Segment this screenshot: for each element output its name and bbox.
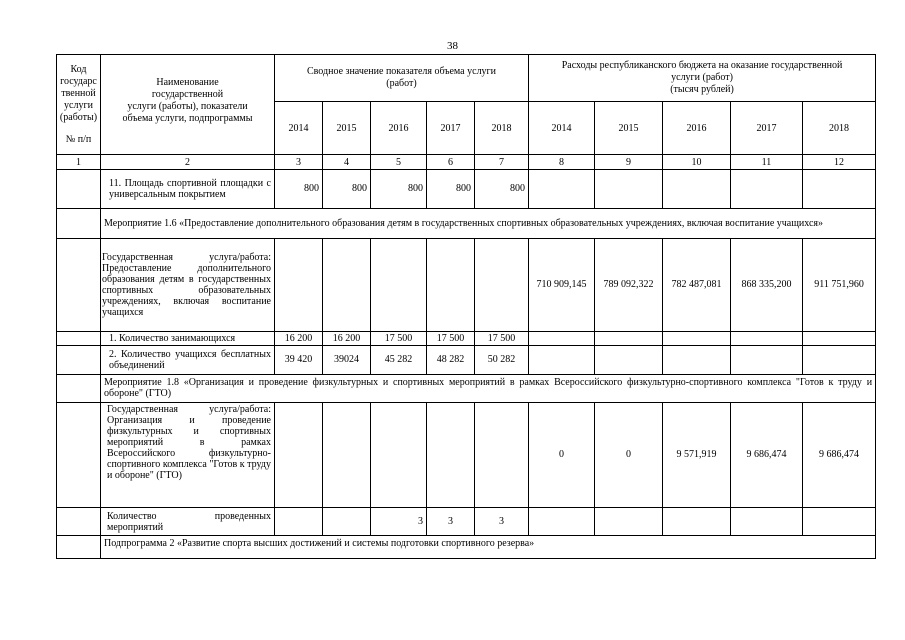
volume-cell: 17 500 (427, 331, 475, 345)
code-header-line: (работы) (59, 111, 98, 123)
year-cell: 2017 (427, 102, 475, 155)
budget-cell (529, 331, 595, 345)
budget-cell: 0 (529, 403, 595, 507)
budget-cell (803, 507, 876, 536)
column-number: 2 (101, 155, 275, 169)
volume-cell (323, 507, 371, 536)
budget-cell (529, 169, 595, 208)
budget-table (56, 54, 876, 559)
code-cell (57, 208, 101, 239)
table-row (57, 536, 876, 559)
budget-cell: 0 (595, 403, 663, 507)
year-cell: 2014 (275, 102, 323, 155)
name-header-line: государственной (151, 89, 224, 100)
volume-cell (275, 507, 323, 536)
table-row (57, 208, 876, 239)
name-header-line: Наименование (156, 77, 219, 88)
budget-cell (529, 345, 595, 374)
column-number: 6 (427, 155, 475, 169)
budget-cell (595, 345, 663, 374)
measure-title: Мероприятие 1.6 «Предоставление дополнительного образования детям в государственных спортивных образовательных учреждениях, включая воспитание учащихся» (101, 208, 876, 239)
volume-cell: 17 500 (371, 331, 427, 345)
volume-cell: 16 200 (323, 331, 371, 345)
volume-cell (323, 239, 371, 331)
column-number: 8 (529, 155, 595, 169)
code-cell (57, 374, 101, 403)
budget-header-line: (тысяч рублей) (670, 84, 734, 96)
volume-cell (371, 403, 427, 507)
volume-cell: 800 (475, 169, 529, 208)
budget-cell: 9 686,474 (731, 403, 803, 507)
year-cell: 2015 (595, 102, 663, 155)
table-row (57, 169, 876, 208)
volume-cell: 3 (427, 507, 475, 536)
column-number: 9 (595, 155, 663, 169)
year-cell: 2014 (529, 102, 595, 155)
code-header-line: твенной (61, 87, 96, 99)
volume-cell: 800 (323, 169, 371, 208)
budget-cell: 782 487,081 (663, 239, 731, 331)
budget-cell (595, 331, 663, 345)
budget-cell (663, 331, 731, 345)
budget-cell: 789 092,322 (595, 239, 663, 331)
column-number: 3 (275, 155, 323, 169)
budget-cell (803, 331, 876, 345)
budget-header-line: услуги (работ) (671, 72, 733, 84)
volume-cell: 3 (371, 507, 427, 536)
volume-cell (475, 403, 529, 507)
budget-cell (803, 169, 876, 208)
column-number: 7 (475, 155, 529, 169)
budget-cell (663, 507, 731, 536)
column-number: 10 (663, 155, 731, 169)
year-cell: 2018 (475, 102, 529, 155)
volume-header: Сводное значение показателя объема услуги (работ) (275, 55, 529, 102)
budget-cell (731, 345, 803, 374)
budget-header-line: Расходы республиканского бюджета на оказание государственной (561, 60, 843, 72)
volume-cell (275, 403, 323, 507)
subprogram-title: Подпрограмма 2 «Развитие спорта высших достижений и системы подготовки спортивного резерва» (101, 536, 876, 559)
indicator-label: 11. Площадь спортивной площадки с универсальным покрытием (101, 169, 275, 208)
name-header-line: услуги (работы), показатели (127, 101, 248, 112)
volume-cell: 800 (275, 169, 323, 208)
table-row (57, 374, 876, 403)
column-number: 4 (323, 155, 371, 169)
year-cell: 2017 (731, 102, 803, 155)
header-row (57, 55, 876, 102)
volume-cell: 39024 (323, 345, 371, 374)
budget-cell (663, 169, 731, 208)
volume-cell (323, 403, 371, 507)
table-row (57, 403, 876, 507)
year-cell: 2018 (803, 102, 876, 155)
table-row (57, 331, 876, 345)
code-header-line: Код (70, 63, 87, 75)
code-cell (57, 345, 101, 374)
volume-cell: 39 420 (275, 345, 323, 374)
budget-cell (731, 507, 803, 536)
service-label: Государственная услуга/работа: Организация и проведение физкультурных и спортивных мероприятий в рамках Всероссийского физкультурно-спортивного комплекса "Готов к труду и обороне" (ГТО) (101, 403, 275, 507)
budget-cell (529, 507, 595, 536)
volume-cell: 800 (427, 169, 475, 208)
code-cell (57, 331, 101, 345)
volume-cell: 3 (475, 507, 529, 536)
volume-cell: 45 282 (371, 345, 427, 374)
year-cell: 2015 (323, 102, 371, 155)
budget-cell: 868 335,200 (731, 239, 803, 331)
volume-cell (427, 239, 475, 331)
table-row (57, 507, 876, 536)
indicator-label: 2. Количество учащихся бесплатных объединений (101, 345, 275, 374)
code-column-header (57, 55, 101, 155)
budget-cell (731, 169, 803, 208)
table-row (57, 345, 876, 374)
volume-cell (371, 239, 427, 331)
service-label: Государственная услуга/работа: Предоставление дополнительного образования детям в государственных спортивных образовательных учреждениях, включая воспитание учащихся (101, 239, 275, 331)
volume-cell: 16 200 (275, 331, 323, 345)
volume-cell: 50 282 (475, 345, 529, 374)
code-header-line: № п/п (65, 133, 92, 145)
budget-cell: 9 571,919 (663, 403, 731, 507)
name-column-header (101, 55, 275, 155)
page-number: 38 (447, 40, 458, 52)
code-cell (57, 239, 101, 331)
volume-cell (275, 239, 323, 331)
name-header-line: объема услуги, подпрограммы (122, 113, 253, 124)
budget-cell (663, 345, 731, 374)
code-cell (57, 403, 101, 507)
budget-cell: 911 751,960 (803, 239, 876, 331)
indicator-label: 1. Количество занимающихся (101, 331, 275, 345)
budget-cell: 710 909,145 (529, 239, 595, 331)
column-number: 11 (731, 155, 803, 169)
budget-header (529, 55, 876, 102)
year-cell: 2016 (371, 102, 427, 155)
table-row (57, 239, 876, 331)
budget-cell (731, 331, 803, 345)
volume-cell: 800 (371, 169, 427, 208)
column-number: 12 (803, 155, 876, 169)
measure-title: Мероприятие 1.8 «Организация и проведение физкультурных и спортивных мероприятий в рамках Всероссийского физкультурно-спортивного комплекса "Готов к труду и обороне" (ГТО) (101, 374, 876, 403)
year-cell: 2016 (663, 102, 731, 155)
budget-cell: 9 686,474 (803, 403, 876, 507)
volume-cell (427, 403, 475, 507)
budget-cell (803, 345, 876, 374)
code-cell (57, 536, 101, 559)
column-number-row (57, 155, 876, 169)
budget-cell (595, 507, 663, 536)
column-number: 5 (371, 155, 427, 169)
volume-cell: 17 500 (475, 331, 529, 345)
code-cell (57, 507, 101, 536)
code-header-line: услуги (64, 99, 93, 111)
code-header-line: государс (60, 75, 97, 87)
code-cell (57, 169, 101, 208)
column-number: 1 (57, 155, 101, 169)
budget-cell (595, 169, 663, 208)
volume-cell (475, 239, 529, 331)
volume-cell: 48 282 (427, 345, 475, 374)
indicator-label: Количество проведенных мероприятий (101, 507, 275, 536)
